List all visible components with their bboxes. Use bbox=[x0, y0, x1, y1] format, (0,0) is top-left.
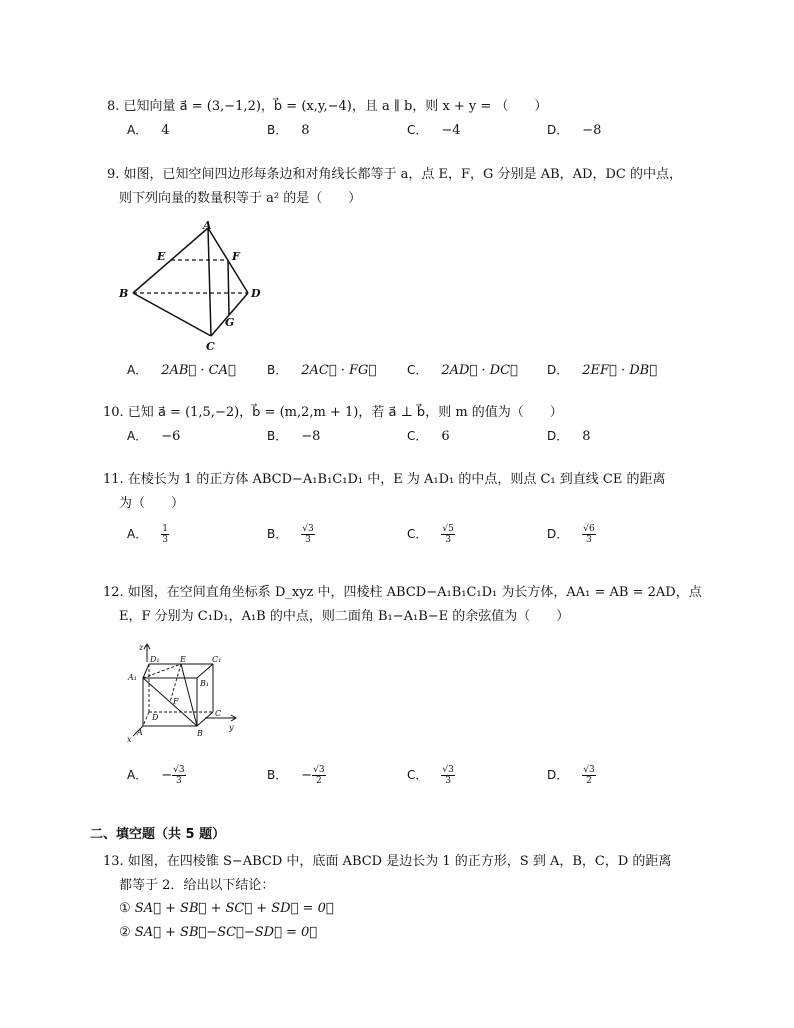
q9-tetrahedron-figure bbox=[115, 218, 265, 358]
option-label: D． bbox=[547, 429, 569, 443]
option-label: B． bbox=[267, 768, 288, 782]
option-value: −8 bbox=[582, 123, 602, 138]
q12-option-c[interactable] bbox=[407, 765, 455, 786]
option-label: A． bbox=[127, 429, 148, 443]
label-A1: A₁ bbox=[128, 673, 137, 682]
segment-FG bbox=[228, 260, 229, 315]
label-E: E bbox=[180, 655, 186, 664]
q9-stem-line1: 9. 如图，已知空间四边形每条边和对角线长都等于 a，点 E，F，G 分别是 AB，AD，DC 的中点， bbox=[107, 167, 682, 182]
label-D: D bbox=[152, 713, 159, 722]
option-value: 8 bbox=[301, 123, 310, 138]
label-D: D bbox=[251, 287, 261, 300]
edge-DA-hidden bbox=[143, 712, 149, 726]
label-x: x bbox=[127, 735, 132, 744]
option-value: 2EF⃗ · DB⃗ bbox=[582, 363, 658, 378]
q12-option-b[interactable] bbox=[267, 765, 326, 786]
q10-option-c[interactable] bbox=[407, 427, 450, 444]
option-label: A． bbox=[127, 123, 148, 137]
option-label: C． bbox=[407, 429, 428, 443]
label-G: G bbox=[225, 316, 235, 329]
option-label: A． bbox=[127, 363, 148, 377]
option-value: −6 bbox=[161, 429, 181, 444]
q9-option-a[interactable] bbox=[127, 361, 236, 378]
q8-option-a[interactable] bbox=[127, 121, 170, 138]
label-F: F bbox=[232, 250, 240, 263]
q12-stem-line2: E，F 分别为 C₁D₁，A₁B 的中点，则二面角 B₁−A₁B−E 的余弦值为（ ） bbox=[119, 609, 570, 624]
q10-stem: 10. 已知 a⃗ = (1,5,−2)，b⃗ = (m,2,m + 1)，若 a⃗ ⊥ b⃗，则 m 的值为（ ） bbox=[103, 405, 563, 420]
label-A: A bbox=[203, 219, 212, 232]
q13-stem-line2: 都等于 2．给出以下结论： bbox=[119, 878, 275, 893]
option-label: C． bbox=[407, 527, 428, 541]
option-sign: − bbox=[301, 768, 313, 783]
label-C: C bbox=[206, 340, 215, 353]
label-D1: D₁ bbox=[150, 655, 160, 664]
option-label: A． bbox=[127, 527, 148, 541]
option-value: 2AB⃗ · CA⃗ bbox=[161, 363, 236, 378]
option-value: 2AD⃗ · DC⃗ bbox=[441, 363, 518, 378]
q9-option-d[interactable] bbox=[547, 361, 657, 378]
q13-item-1 bbox=[119, 899, 334, 919]
option-value: 4 bbox=[161, 123, 170, 138]
option-value: 8 bbox=[582, 429, 591, 444]
segment-EB bbox=[181, 664, 197, 726]
edge-AB bbox=[133, 228, 208, 293]
option-label: D． bbox=[547, 527, 569, 541]
option-fraction: $\frac{√3}{3}$ bbox=[173, 765, 185, 786]
label-B1: B₁ bbox=[200, 679, 210, 688]
option-fraction: $\frac{√5}{3}$ bbox=[442, 524, 454, 545]
option-label: D． bbox=[547, 768, 569, 782]
option-label: C． bbox=[407, 768, 428, 782]
option-value: −8 bbox=[301, 429, 321, 444]
label-y: y bbox=[229, 723, 234, 732]
label-B: B bbox=[197, 729, 203, 738]
option-fraction: $\frac{1}{3}$ bbox=[162, 524, 168, 545]
q10-option-a[interactable] bbox=[127, 427, 180, 444]
q11-option-d[interactable] bbox=[547, 524, 596, 545]
option-label: D． bbox=[547, 363, 569, 377]
label-B: B bbox=[119, 287, 129, 300]
option-fraction: $\frac{√3}{2}$ bbox=[313, 765, 325, 786]
q12-option-a[interactable] bbox=[127, 765, 186, 786]
label-A: A bbox=[137, 728, 143, 737]
edge-AC bbox=[208, 228, 211, 336]
option-fraction: $\frac{√3}{3}$ bbox=[442, 765, 454, 786]
q11-stem-line2: 为（ ） bbox=[119, 496, 185, 511]
q11-option-b[interactable] bbox=[267, 524, 315, 545]
edge-BC bbox=[197, 712, 213, 726]
label-z: z bbox=[139, 643, 144, 652]
label-C1: C₁ bbox=[212, 655, 222, 664]
section-title: 二、填空题（共 5 题） bbox=[90, 827, 226, 842]
option-fraction: $\frac{√6}{3}$ bbox=[583, 524, 595, 545]
q9-option-c[interactable] bbox=[407, 361, 518, 378]
option-value: −4 bbox=[441, 123, 461, 138]
option-value: 2AC⃗ · FG⃗ bbox=[301, 363, 377, 378]
q10-option-b[interactable] bbox=[267, 427, 320, 444]
label-E: E bbox=[157, 250, 166, 263]
option-label: A． bbox=[127, 768, 148, 782]
item-text: SA⃗ + SB⃗−SC⃗−SD⃗ = 0； bbox=[134, 925, 318, 940]
option-label: B． bbox=[267, 429, 288, 443]
option-sign: − bbox=[161, 768, 173, 783]
q12-option-d[interactable] bbox=[547, 765, 596, 786]
option-label: B． bbox=[267, 363, 288, 377]
item-marker: ① bbox=[119, 901, 131, 916]
q11-option-c[interactable] bbox=[407, 524, 455, 545]
q9-stem-line2: 则下列向量的数量积等于 a² 的是（ ） bbox=[119, 191, 362, 206]
option-fraction: $\frac{√3}{3}$ bbox=[302, 524, 314, 545]
q12-stem-line1: 12. 如图，在空间直角坐标系 D_xyz 中，四棱柱 ABCD−A₁B₁C₁D₁ 为长方体，AA₁ = AB = 2AD，点 bbox=[103, 585, 702, 600]
q12-cuboid-figure bbox=[125, 640, 245, 745]
option-value: 6 bbox=[441, 429, 450, 444]
q8-option-d[interactable] bbox=[547, 121, 601, 138]
q9-option-b[interactable] bbox=[267, 361, 376, 378]
option-label: C． bbox=[407, 363, 428, 377]
option-label: C． bbox=[407, 123, 428, 137]
label-C: C bbox=[215, 709, 222, 718]
option-fraction: $\frac{√3}{2}$ bbox=[583, 765, 595, 786]
q11-option-a[interactable] bbox=[127, 524, 169, 545]
q8-option-b[interactable] bbox=[267, 121, 310, 138]
q10-option-d[interactable] bbox=[547, 427, 591, 444]
item-marker: ② bbox=[119, 925, 131, 940]
edge-B1C1 bbox=[197, 664, 213, 678]
q13-stem-line1: 13. 如图，在四棱锥 S−ABCD 中，底面 ABCD 是边长为 1 的正方形，S 到 A，B，C，D 的距离 bbox=[103, 854, 672, 869]
edge-BC bbox=[133, 293, 211, 336]
label-F: F bbox=[173, 697, 179, 706]
option-label: B． bbox=[267, 527, 288, 541]
item-text: SA⃗ + SB⃗ + SC⃗ + SD⃗ = 0； bbox=[134, 901, 334, 916]
q8-stem: 8. 已知向量 a⃗ = (3,−1,2)，b⃗ = (x,y,−4)，且 a ∥ b，则 x + y = （ ） bbox=[107, 99, 548, 114]
q8-option-c[interactable] bbox=[407, 121, 461, 138]
q11-stem-line1: 11. 在棱长为 1 的正方体 ABCD−A₁B₁C₁D₁ 中，E 为 A₁D₁ 的中点，则点 C₁ 到直线 CE 的距离 bbox=[103, 472, 666, 487]
q13-item-2 bbox=[119, 923, 317, 943]
option-label: B． bbox=[267, 123, 288, 137]
option-label: D． bbox=[547, 123, 569, 137]
